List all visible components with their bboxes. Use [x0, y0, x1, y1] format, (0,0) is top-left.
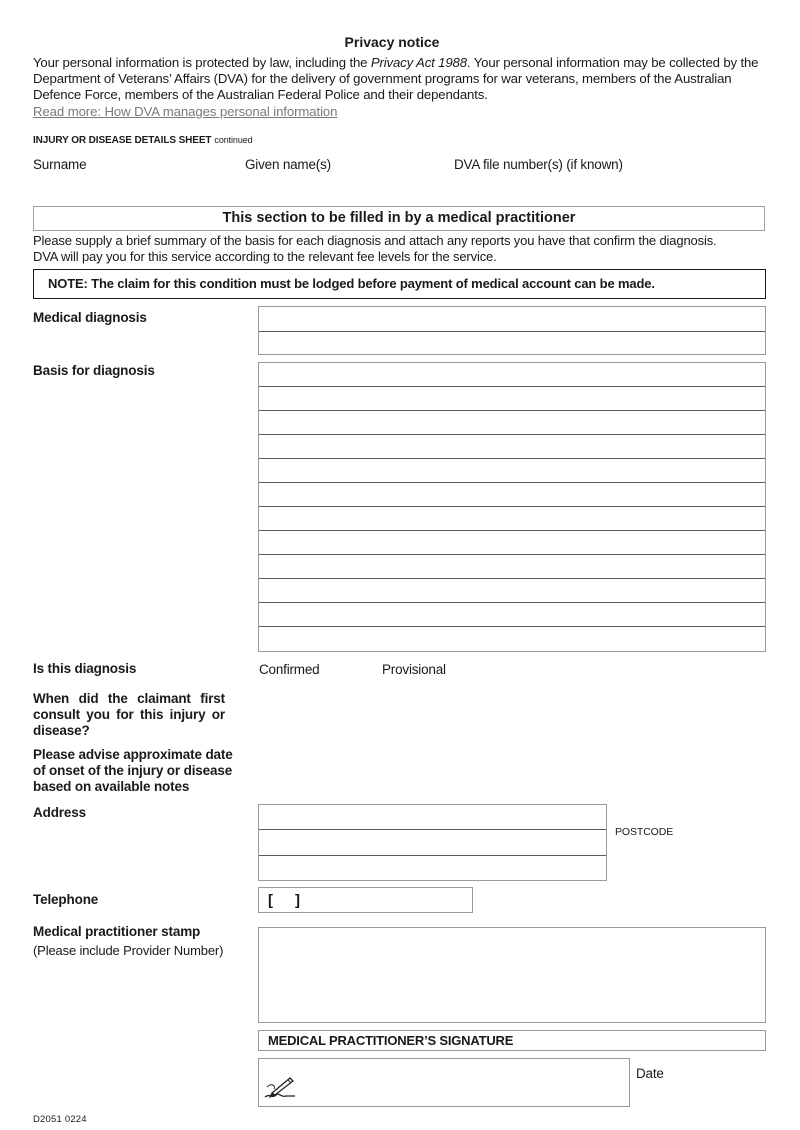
telephone-label: Telephone [33, 892, 99, 907]
basis-line [259, 530, 765, 531]
basis-line [259, 554, 765, 555]
pen-signing-icon [262, 1073, 298, 1101]
sheet-label [33, 135, 253, 146]
medical-diagnosis-line [259, 331, 765, 332]
privacy-body-start: Your personal information is protected by law, including the [33, 55, 371, 70]
section-intro [33, 233, 773, 265]
first-consult-label: When did the claimant first consult you for this injury or disease? [33, 691, 225, 738]
dva-file-number-label: DVA file number(s) (if known) [454, 157, 623, 172]
diagnosis-status-label: Is this diagnosis [33, 661, 137, 676]
basis-line [259, 410, 765, 411]
basis-for-diagnosis-field[interactable] [258, 362, 766, 652]
area-code-open-bracket: [ [268, 892, 273, 909]
form-code: D2051 0224 [33, 1114, 87, 1125]
signature-header: MEDICAL PRACTITIONER’S SIGNATURE [268, 1033, 514, 1048]
signature-field[interactable] [258, 1058, 630, 1107]
basis-line [259, 434, 765, 435]
area-code-close-bracket: ] [295, 892, 300, 909]
address-field[interactable] [258, 804, 607, 881]
privacy-act-name: Privacy Act 1988 [370, 55, 467, 70]
read-more-link[interactable]: Read more: How DVA manages personal information [33, 104, 338, 119]
stamp-sublabel: (Please include Provider Number) [33, 943, 224, 958]
postcode-label: POSTCODE [615, 826, 674, 838]
note-text: NOTE: The claim for this condition must be lodged before payment of medical account can be made. [48, 276, 655, 291]
sheet-continued: continued [214, 135, 253, 145]
sheet-label-text: INJURY OR DISEASE DETAILS SHEET [33, 135, 212, 146]
privacy-notice-body [33, 55, 763, 103]
address-label: Address [33, 805, 86, 820]
basis-line [259, 458, 765, 459]
basis-line [259, 602, 765, 603]
date-label: Date [636, 1066, 664, 1081]
privacy-notice-title: Privacy notice [344, 34, 440, 50]
section-intro-line1: Please supply a brief summary of the basis for each diagnosis and attach any reports you have that confirm the diagnosis. [33, 233, 717, 248]
surname-label: Surname [33, 157, 87, 172]
section-heading: This section to be filled in by a medical practitioner [222, 210, 576, 226]
option-provisional[interactable]: Provisional [382, 662, 446, 677]
onset-date-label: Please advise approximate date of onset of the injury or disease based on available notes [33, 747, 233, 794]
medical-diagnosis-label: Medical diagnosis [33, 310, 147, 325]
basis-line [259, 386, 765, 387]
basis-line [259, 506, 765, 507]
basis-line [259, 578, 765, 579]
basis-line [259, 626, 765, 627]
telephone-field[interactable] [258, 887, 473, 913]
address-line [259, 829, 606, 830]
basis-for-diagnosis-label: Basis for diagnosis [33, 363, 155, 378]
section-intro-line2: DVA will pay you for this service according to the relevant fee levels for the service. [33, 249, 497, 264]
address-line [259, 855, 606, 856]
medical-diagnosis-field[interactable] [258, 306, 766, 355]
privacy-body-end: . Your personal information may be collected by the Department of Veterans’ Affairs (DVA) for the delivery of government programs for war veterans, members of the Australian Defence Force, members of the Australian Federal Police and their dependants. [33, 55, 759, 102]
basis-line [259, 482, 765, 483]
option-confirmed[interactable]: Confirmed [259, 662, 320, 677]
stamp-field[interactable] [258, 927, 766, 1023]
stamp-label: Medical practitioner stamp [33, 924, 201, 939]
given-names-label: Given name(s) [245, 157, 331, 172]
